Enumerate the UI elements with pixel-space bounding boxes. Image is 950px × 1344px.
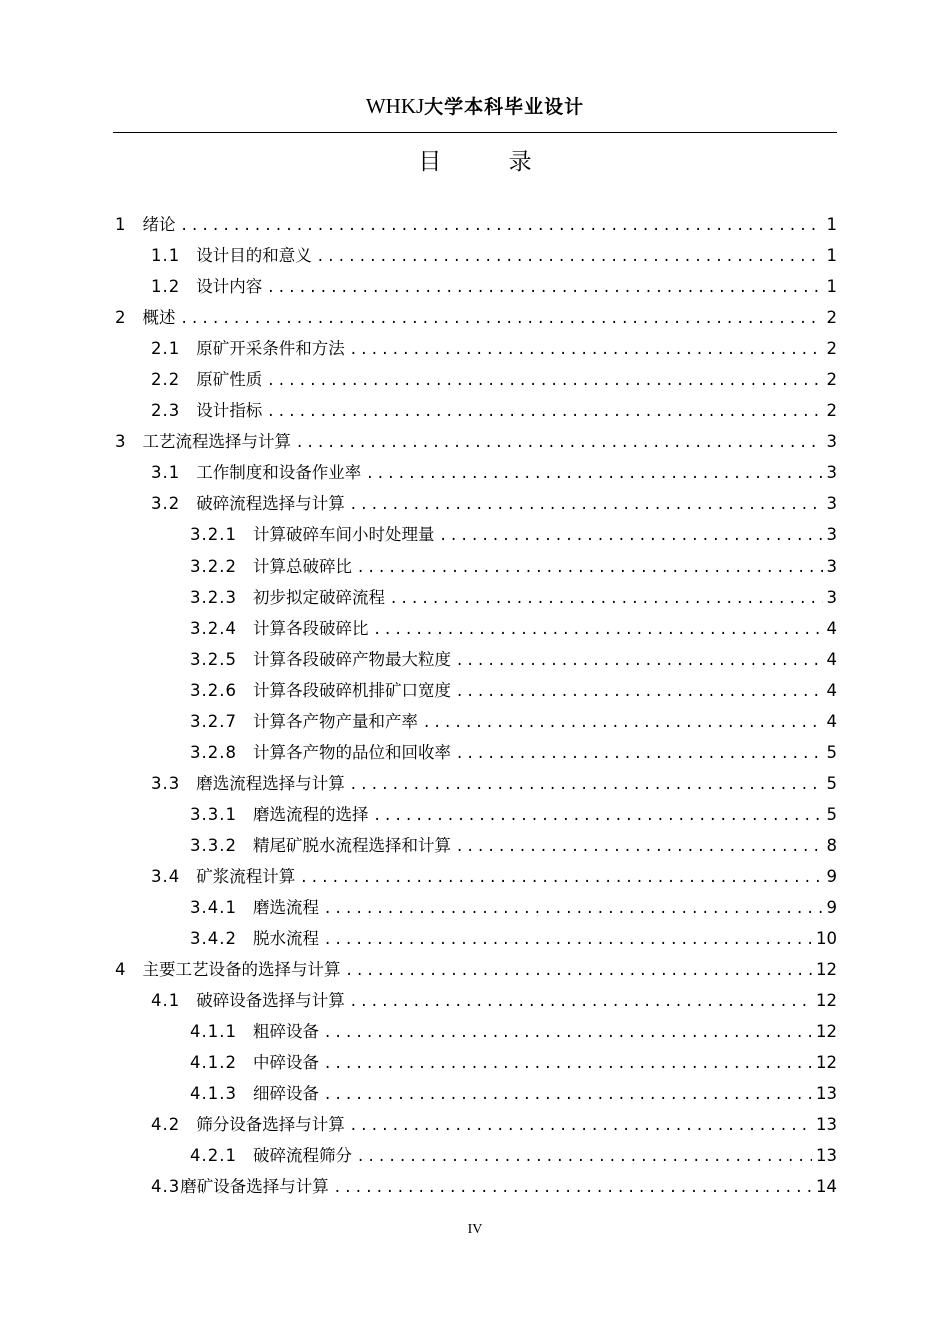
toc-entry-number: 4 [115,960,127,980]
toc-entry-title: 破碎流程选择与计算 [196,494,345,514]
toc-entry-number: 3.4.1 [190,898,237,918]
toc-entry-title: 初步拟定破碎流程 [252,587,385,607]
toc-entry-number: 3.2.5 [190,649,237,669]
toc-entry-number: 3.2.4 [190,618,237,638]
toc-entry-title: 脱水流程 [252,929,319,949]
toc-entry[interactable] [113,613,837,644]
toc-entry-title: 计算各段破碎产物最大粒度 [252,649,451,669]
toc-entry-page: 9 [826,866,837,886]
toc-entry[interactable] [113,395,837,426]
toc-entry[interactable] [113,799,837,830]
toc-entry-number: 2.3 [151,401,181,421]
toc-entry-number: 1.1 [151,246,181,266]
toc-entry-number: 3.2.6 [190,680,237,700]
toc-entry-number: 3.2.8 [190,742,237,762]
toc-entry-page: 13 [816,1146,837,1166]
dot-leader [358,1140,812,1171]
toc-entry[interactable] [113,768,837,799]
toc-entry-title: 细碎设备 [252,1084,319,1104]
dot-leader [297,426,823,457]
toc-entry-title: 原矿开采条件和方法 [196,339,345,359]
toc-entry[interactable] [113,209,837,240]
toc-entry-number: 3.2.3 [190,587,237,607]
toc-entry-title: 计算各段破碎机排矿口宽度 [252,680,451,700]
toc-entry-title: 计算各产物的品位和回收率 [252,742,451,762]
dot-leader [391,582,823,613]
page-header [0,92,950,122]
toc-entry-number: 3.4 [151,866,181,886]
toc-entry[interactable] [113,271,837,302]
dot-leader [457,830,823,861]
toc-entry-page: 4 [826,711,837,731]
dot-leader [318,240,823,271]
toc-entry-title: 计算总破碎比 [252,556,352,576]
dot-leader [457,644,823,675]
toc-entry-number: 1 [115,215,127,234]
toc-entry-page: 3 [826,556,837,576]
toc-entry-number: 3.1 [151,463,181,483]
header-title: 大学本科毕业设计 [424,96,585,118]
dot-leader [351,333,823,364]
toc-entry-title: 计算破碎车间小时处理量 [252,525,435,545]
toc-entry-title: 磨选流程 [252,898,319,918]
toc-entry[interactable] [113,830,837,861]
dot-leader [440,519,822,550]
toc-entry[interactable] [113,892,837,923]
dot-leader [335,1171,812,1202]
toc-entry-page: 5 [826,742,837,762]
toc-entry-number: 3 [115,432,127,452]
dot-leader [351,1109,812,1140]
toc-entry-page: 10 [816,929,837,949]
dot-leader [325,1078,812,1109]
toc-entry-number: 3.4.2 [190,929,237,949]
toc-entry[interactable] [113,706,837,737]
toc-entry-title: 粗碎设备 [252,1022,319,1042]
header-rule [113,132,837,133]
toc-entry-page: 12 [816,1022,837,1042]
dot-leader [268,364,822,395]
dot-leader [457,737,823,768]
toc-entry-page: 2 [826,308,837,328]
dot-leader [457,675,823,706]
toc-entry[interactable] [113,1140,837,1171]
toc-entry-number: 3.2.2 [190,556,237,576]
toc-entry-page: 13 [816,1084,837,1104]
toc-entry[interactable] [113,954,837,985]
toc-entry-title: 筛分设备选择与计算 [196,1115,345,1135]
dot-leader [358,551,823,582]
dot-leader [351,985,812,1016]
toc-entry-title: 磨选流程的选择 [252,804,369,824]
dot-leader [268,271,822,302]
toc-entry[interactable] [113,923,837,954]
toc-entry-page: 3 [826,432,837,452]
toc-entry-page: 13 [816,1115,837,1135]
toc-entry-number: 4.1.2 [190,1053,237,1073]
toc-entry[interactable] [113,333,837,364]
toc-entry[interactable] [113,1016,837,1047]
toc-entry[interactable] [113,644,837,675]
dot-leader [367,457,822,488]
toc-entry-title: 工艺流程选择与计算 [142,432,291,452]
toc-entry[interactable] [113,1109,837,1140]
toc-entry[interactable] [113,1047,837,1078]
header-latin: WHKJ [365,94,425,118]
toc-entry-number: 4.2.1 [190,1146,237,1166]
toc-title: 目 录 [418,149,562,175]
toc-entry-page: 1 [826,277,837,297]
toc-entry-page: 5 [826,773,837,793]
toc-entry-title: 中碎设备 [252,1053,319,1073]
toc-entry-number: 4.1 [151,991,181,1011]
toc-entry-page: 4 [826,680,837,700]
toc-entry-title: 设计指标 [196,401,263,421]
dot-leader [374,799,822,830]
toc-entry-title: 精尾矿脱水流程选择和计算 [252,835,451,855]
dot-leader [325,892,823,923]
dot-leader [374,613,822,644]
toc-entry[interactable] [113,364,837,395]
toc-entry-page: 12 [816,1053,837,1073]
toc-entry-page: 14 [816,1177,837,1197]
toc-entry-title: 磨选流程选择与计算 [196,773,345,793]
dot-leader [351,768,823,799]
toc-entry-page: 3 [826,525,837,545]
toc-entry-title: 工作制度和设备作业率 [196,463,362,483]
toc-entry-title: 破碎设备选择与计算 [196,991,345,1011]
toc-entry-page: 1 [826,246,837,266]
toc-entry[interactable] [113,675,837,706]
toc-entry[interactable] [113,551,837,582]
toc-entry-number: 2.1 [151,339,181,359]
toc-entry-page: 5 [826,804,837,824]
toc-entry[interactable] [113,1171,837,1202]
toc-entry-title: 主要工艺设备的选择与计算 [142,960,341,980]
toc-entry[interactable] [113,985,837,1016]
toc-entry-number: 4.2 [151,1115,181,1135]
toc-entry[interactable] [113,737,837,768]
toc-entry-page: 12 [816,991,837,1011]
toc-entry-page: 2 [826,401,837,421]
toc-entry-number: 3.3 [151,773,181,793]
toc-entry[interactable] [113,861,837,892]
toc-entry-number: 4.1.1 [190,1022,237,1042]
toc-entry-page: 1 [826,215,837,234]
toc-entry[interactable] [113,519,837,550]
toc-entry-number: 3.3.1 [190,804,237,824]
toc-entry-number: 3.2 [151,494,181,514]
toc-entry-title: 破碎流程筛分 [252,1146,352,1166]
toc-entry[interactable] [113,426,837,457]
toc-entry-title: 原矿性质 [196,370,263,390]
dot-leader [182,302,823,333]
toc-entry-number: 4.3 [151,1177,181,1197]
toc-entry-page: 2 [826,339,837,359]
toc-entry[interactable] [113,582,837,613]
toc-entry-title: 磨矿设备选择与计算 [180,1177,329,1197]
page-number: IV [467,1222,483,1237]
toc-entry[interactable] [113,240,837,271]
toc-entry-page: 4 [826,649,837,669]
dot-leader [325,923,812,954]
dot-leader [268,395,822,426]
toc-entry-title: 绪论 [142,215,176,234]
toc-entry-page: 8 [826,835,837,855]
dot-leader [325,1047,812,1078]
toc-entry-title: 计算各产物产量和产率 [252,711,418,731]
toc-entry-number: 2 [115,308,127,328]
dot-leader [301,861,822,892]
toc-entry-title: 矿浆流程计算 [196,866,296,886]
toc-entry[interactable] [113,457,837,488]
toc-entry-page: 3 [826,494,837,514]
toc-entry-page: 2 [826,370,837,390]
dot-leader [351,488,823,519]
toc-entry-page: 12 [816,960,837,980]
toc-entry[interactable] [113,1078,837,1109]
toc-entry-title: 计算各段破碎比 [252,618,369,638]
toc-entry-page: 3 [826,587,837,607]
dot-leader [347,954,813,985]
toc-entry-title: 设计目的和意义 [196,246,312,266]
toc-entry-title: 概述 [142,308,176,328]
toc-entry-title: 设计内容 [196,277,263,297]
toc-entry-number: 3.2.7 [190,711,237,731]
dot-leader [424,706,823,737]
table-of-contents [113,209,837,1203]
toc-entry-page: 9 [826,898,837,918]
toc-entry-number: 1.2 [151,277,181,297]
toc-entry-page: 3 [826,463,837,483]
toc-entry-number: 3.2.1 [190,525,237,545]
toc-entry-page: 4 [826,618,837,638]
dot-leader [325,1016,812,1047]
toc-entry-number: 3.3.2 [190,835,237,855]
toc-entry[interactable] [113,488,837,519]
toc-entry-number: 4.1.3 [190,1084,237,1104]
toc-entry[interactable] [113,302,837,333]
dot-leader [182,209,823,240]
toc-entry-number: 2.2 [151,370,181,390]
